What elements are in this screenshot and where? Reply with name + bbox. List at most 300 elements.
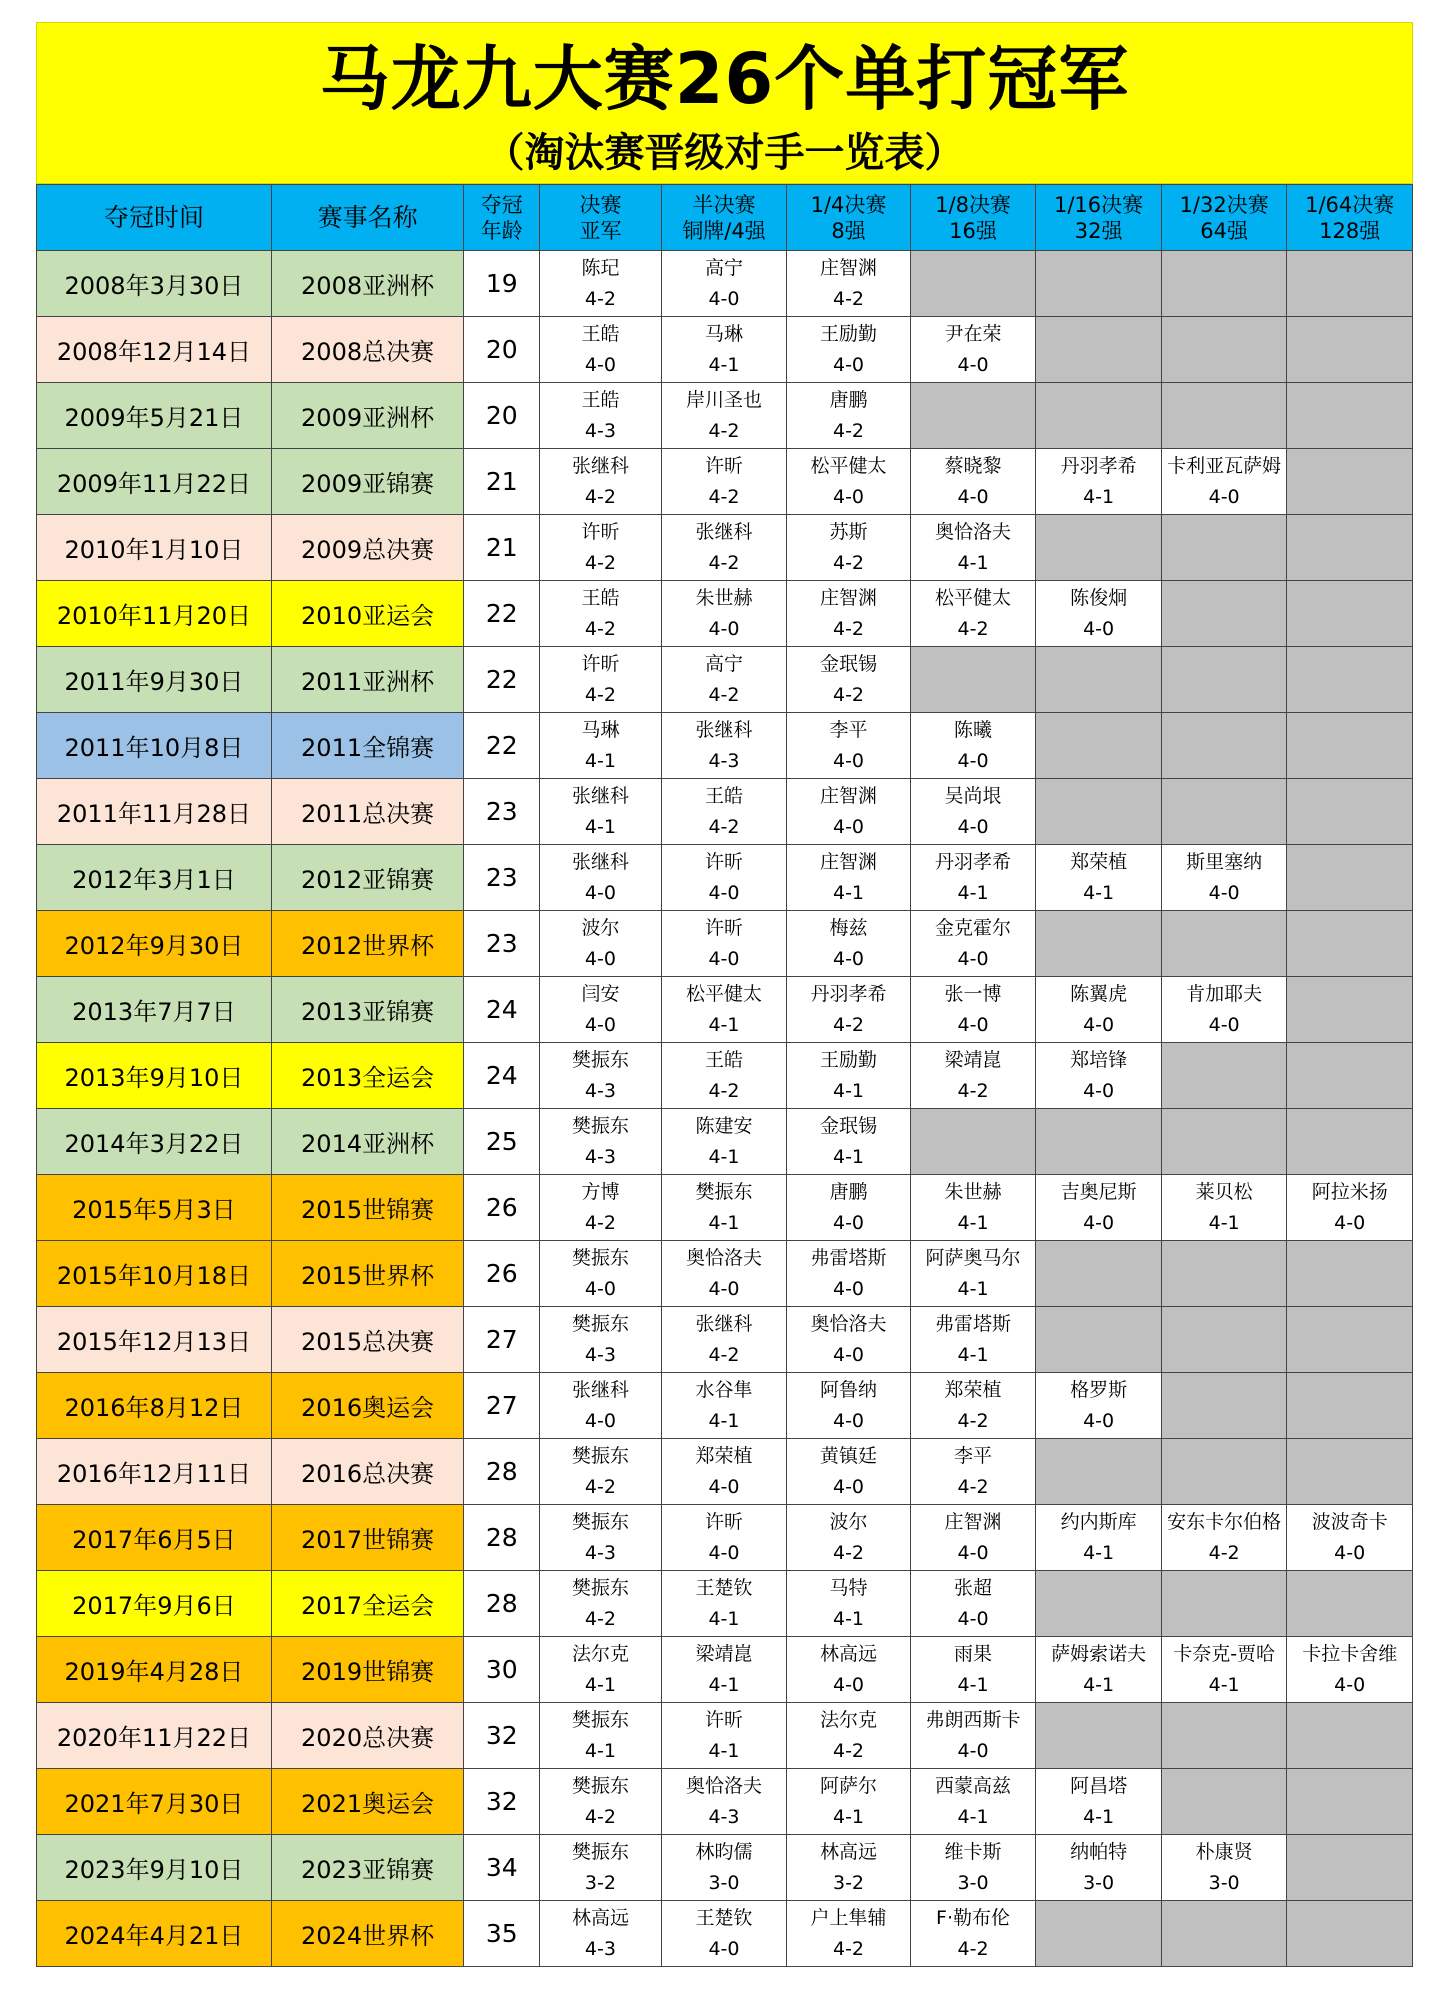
opponent-name: 陈俊炯 [1070,587,1128,609]
event-cell: 2012亚锦赛 [271,845,463,911]
empty-cell [1161,515,1287,581]
opponent-cell [787,1307,911,1373]
opponent-cell [1161,1637,1287,1703]
opponent-name: 樊振东 [571,1775,629,1797]
match-score: 4-2 [584,684,616,706]
match-score: 4-1 [957,882,989,904]
opponent-cell [1287,1505,1413,1571]
match-score: 4-1 [584,750,616,772]
opponent-cell [540,317,662,383]
opponent-cell [910,1307,1036,1373]
date-cell: 2024年4月21日 [37,1901,272,1967]
opponent-cell [540,1769,662,1835]
header-round-name: 1/64决赛 [1305,192,1395,217]
match-score: 3-2 [832,1872,865,1894]
match-score: 4-0 [832,354,865,376]
opponent-name: 奥恰洛夫 [685,1775,762,1797]
match-score: 4-2 [708,816,740,838]
opponent-name: 陈翼虎 [1070,983,1128,1005]
match-score: 4-1 [832,1608,865,1630]
table-row [37,647,1413,713]
opponent-name: 王楚钦 [695,1577,753,1599]
opponent-name: 张继科 [695,719,753,741]
empty-cell [1161,1307,1287,1373]
opponent-cell [540,1373,662,1439]
opponent-name: 松平健太 [935,587,1012,609]
opponent-name: 林高远 [820,1643,878,1665]
match-score: 4-0 [1334,1542,1366,1564]
empty-cell [910,1109,1036,1175]
match-score: 4-2 [584,1806,616,1828]
match-score: 4-0 [708,618,740,640]
age-cell: 24 [464,1043,540,1109]
match-score: 4-0 [1083,1410,1115,1432]
opponent-name: 张继科 [695,521,753,543]
age-cell: 23 [464,911,540,977]
opponent-cell [540,1043,662,1109]
opponent-name: 王励勤 [820,323,878,345]
opponent-name: 唐鹏 [829,1181,868,1203]
opponent-cell [661,1637,787,1703]
opponent-cell [787,647,911,713]
opponent-name: 丹羽孝希 [935,851,1012,873]
table-row [37,977,1413,1043]
opponent-name: 陈玘 [581,257,620,279]
match-score: 4-0 [708,1476,740,1498]
match-score: 4-3 [584,1080,616,1102]
table-row [37,1307,1413,1373]
opponent-cell [910,1175,1036,1241]
match-score: 4-0 [708,882,740,904]
opponent-cell [787,1637,911,1703]
date-cell: 2012年3月1日 [37,845,272,911]
match-score: 4-3 [584,1146,616,1168]
opponent-cell [540,845,662,911]
opponent-name: 弗朗西斯卡 [925,1709,1021,1731]
table-row [37,1637,1413,1703]
opponent-cell [1036,845,1162,911]
opponent-cell [540,1703,662,1769]
table-row [37,1109,1413,1175]
opponent-name: 樊振东 [571,1115,629,1137]
opponent-cell [661,845,787,911]
match-score: 4-0 [957,354,989,376]
opponent-cell [910,845,1036,911]
match-score: 4-0 [957,1542,989,1564]
match-score: 4-0 [708,948,740,970]
match-score: 4-1 [708,1014,740,1036]
opponent-name: 梁靖崑 [944,1049,1002,1071]
date-cell: 2020年11月22日 [37,1703,272,1769]
opponent-cell [787,449,911,515]
match-score: 4-1 [957,1806,989,1828]
opponent-name: 郑荣植 [695,1445,753,1467]
opponent-name: 樊振东 [695,1181,753,1203]
opponent-name: 庄智渊 [820,851,878,873]
match-score: 3-0 [708,1872,740,1894]
opponent-cell [1161,1175,1287,1241]
date-cell: 2012年9月30日 [37,911,272,977]
empty-cell [1287,845,1413,911]
opponent-name: 肯加耶夫 [1186,983,1263,1005]
opponent-cell [540,1241,662,1307]
age-cell: 21 [464,515,540,581]
match-score: 4-1 [832,1080,865,1102]
opponent-name: 梅兹 [829,917,868,939]
match-score: 4-1 [1083,486,1115,508]
opponent-name: 张继科 [571,1379,629,1401]
opponent-cell [910,1637,1036,1703]
opponent-name: 樊振东 [571,1841,629,1863]
opponent-name: 许昕 [581,653,620,675]
empty-cell [1036,647,1162,713]
empty-cell [1287,1307,1413,1373]
match-score: 4-1 [957,552,989,574]
opponent-cell [540,1505,662,1571]
event-cell: 2010亚运会 [271,581,463,647]
opponent-cell [910,515,1036,581]
table-row [37,449,1413,515]
opponent-cell [787,251,911,317]
opponent-name: 庄智渊 [820,587,878,609]
opponent-name: 王皓 [704,785,743,807]
opponent-name: 吴尚垠 [944,785,1002,807]
empty-cell [1036,1439,1162,1505]
date-cell: 2010年11月20日 [37,581,272,647]
match-score: 3-0 [1083,1872,1115,1894]
match-score: 4-2 [708,1080,740,1102]
empty-cell [1287,251,1413,317]
empty-cell [1161,1043,1287,1109]
age-cell: 25 [464,1109,540,1175]
empty-cell [910,383,1036,449]
table-row [37,581,1413,647]
age-cell: 23 [464,779,540,845]
opponent-name: 水谷隼 [695,1379,753,1401]
match-score: 4-0 [957,1740,989,1762]
opponent-name: 张继科 [571,851,629,873]
age-cell: 28 [464,1571,540,1637]
opponent-name: 樊振东 [571,1511,629,1533]
table-row [37,1373,1413,1439]
opponent-cell [661,515,787,581]
match-score: 4-2 [832,420,865,442]
match-score: 4-0 [584,948,616,970]
match-score: 4-1 [1208,1212,1240,1234]
empty-cell [1036,383,1162,449]
table-row [37,1241,1413,1307]
table-row [37,383,1413,449]
opponent-name: 阿萨尔 [820,1775,878,1797]
header-final [540,185,662,251]
date-cell: 2017年9月6日 [37,1571,272,1637]
age-cell: 34 [464,1835,540,1901]
opponent-name: 阿拉米扬 [1311,1181,1388,1203]
match-score: 4-0 [1083,618,1115,640]
match-score: 4-2 [957,1938,989,1960]
opponent-cell [910,779,1036,845]
empty-cell [1287,1769,1413,1835]
opponent-cell [540,449,662,515]
match-score: 4-1 [1083,1542,1115,1564]
match-score: 4-2 [832,684,865,706]
match-score: 4-3 [584,1938,616,1960]
date-cell: 2011年10月8日 [37,713,272,779]
header-round-name: 1/32决赛 [1179,192,1269,217]
page-subtitle: （淘汰赛晋级对手一览表） [484,130,965,176]
opponent-name: 樊振东 [571,1709,629,1731]
match-score: 4-2 [832,552,865,574]
event-cell: 2011全锦赛 [271,713,463,779]
empty-cell [1161,713,1287,779]
opponent-cell [1036,449,1162,515]
opponent-name: 樊振东 [571,1313,629,1335]
match-score: 4-0 [708,1278,740,1300]
opponent-name: 波尔 [829,1511,868,1533]
table-row [37,251,1413,317]
opponent-cell [661,911,787,977]
opponent-cell [910,449,1036,515]
empty-cell [1036,1241,1162,1307]
opponent-cell [540,251,662,317]
match-score: 4-1 [708,1740,740,1762]
opponent-name: 庄智渊 [820,785,878,807]
event-cell: 2011总决赛 [271,779,463,845]
opponent-name: 张超 [954,1577,993,1599]
opponent-name: 黄镇廷 [820,1445,878,1467]
match-score: 3-0 [1208,1872,1240,1894]
opponent-cell [910,1703,1036,1769]
opponent-name: 郑培锋 [1070,1049,1128,1071]
opponent-name: 樊振东 [571,1577,629,1599]
age-cell: 27 [464,1373,540,1439]
match-score: 4-0 [1208,1014,1240,1036]
opponent-name: 高宁 [704,257,743,279]
header-round-name: 1/16决赛 [1054,192,1144,217]
empty-cell [1287,779,1413,845]
opponent-name: 丹羽孝希 [1060,455,1137,477]
opponent-name: F·勒布伦 [936,1907,1011,1929]
table-row [37,1439,1413,1505]
opponent-cell [1161,1505,1287,1571]
opponent-name: 岸川圣也 [685,389,762,411]
match-score: 4-0 [832,816,865,838]
opponent-cell [1036,581,1162,647]
event-cell: 2017世锦赛 [271,1505,463,1571]
table-row [37,515,1413,581]
table-row [37,1901,1413,1967]
opponent-cell [661,1571,787,1637]
match-score: 4-2 [584,1608,616,1630]
empty-cell [1161,1109,1287,1175]
empty-cell [1287,1703,1413,1769]
opponent-cell [661,581,787,647]
date-cell: 2015年10月18日 [37,1241,272,1307]
opponent-cell [1287,1175,1413,1241]
opponent-cell [787,1373,911,1439]
opponent-name: 许昕 [704,455,743,477]
opponent-name: 陈建安 [695,1115,753,1137]
opponent-name: 马琳 [704,323,743,345]
opponent-cell [787,1835,911,1901]
opponent-name: 高宁 [704,653,743,675]
table-row [37,845,1413,911]
opponent-name: 樊振东 [571,1445,629,1467]
date-cell: 2019年4月28日 [37,1637,272,1703]
opponent-name: 林高远 [820,1841,878,1863]
match-score: 4-2 [708,420,740,442]
table-row [37,1571,1413,1637]
match-score: 4-0 [1208,486,1240,508]
empty-cell [1287,1835,1413,1901]
event-cell: 2009亚洲杯 [271,383,463,449]
event-cell: 2008亚洲杯 [271,251,463,317]
empty-cell [1036,317,1162,383]
match-score: 4-0 [957,486,989,508]
match-score: 4-0 [584,354,616,376]
event-cell: 2023亚锦赛 [271,1835,463,1901]
header-round-rank: 16强 [949,218,997,243]
opponent-cell [1161,1835,1287,1901]
opponent-cell [787,1241,911,1307]
match-score: 4-1 [584,1740,616,1762]
age-cell: 24 [464,977,540,1043]
opponent-cell [787,845,911,911]
header-round-rank: 亚军 [579,218,622,243]
opponent-name: 纳帕特 [1070,1841,1128,1863]
match-score: 4-0 [832,1278,865,1300]
opponent-cell [1036,1835,1162,1901]
event-cell: 2020总决赛 [271,1703,463,1769]
empty-cell [1161,1373,1287,1439]
opponent-cell [540,1307,662,1373]
opponent-cell [661,1505,787,1571]
header-round-name: 1/8决赛 [935,192,1011,217]
age-cell: 32 [464,1769,540,1835]
match-score: 4-3 [584,1542,616,1564]
empty-cell [1036,1571,1162,1637]
opponent-cell [540,383,662,449]
match-score: 4-0 [957,750,989,772]
header-round-of-128 [1287,185,1413,251]
match-score: 4-0 [832,1476,865,1498]
opponent-cell [540,647,662,713]
date-cell: 2015年5月3日 [37,1175,272,1241]
match-score: 4-0 [832,948,865,970]
event-cell: 2017全运会 [271,1571,463,1637]
opponent-name: 梁靖崑 [695,1643,753,1665]
table-row [37,1769,1413,1835]
match-score: 4-2 [832,1938,865,1960]
match-score: 4-0 [708,1938,740,1960]
opponent-cell [661,1175,787,1241]
match-score: 4-0 [584,1410,616,1432]
opponent-name: 庄智渊 [944,1511,1002,1533]
opponent-name: 金珉锡 [820,653,878,675]
opponent-cell [1161,449,1287,515]
opponent-name: 许昕 [704,1709,743,1731]
opponent-name: 阿鲁纳 [820,1379,878,1401]
opponent-name: 朴康贤 [1195,1841,1253,1863]
table-row [37,1835,1413,1901]
match-score: 4-0 [832,1410,865,1432]
match-score: 4-0 [832,1344,865,1366]
opponent-cell [787,1439,911,1505]
empty-cell [1287,713,1413,779]
match-score: 4-1 [957,1344,989,1366]
table-row [37,317,1413,383]
match-score: 4-2 [832,288,865,310]
opponent-cell [661,977,787,1043]
empty-cell [1036,251,1162,317]
match-score: 4-1 [708,1674,740,1696]
opponent-name: 安东卡尔伯格 [1167,1511,1282,1533]
event-cell: 2015总决赛 [271,1307,463,1373]
opponent-cell [787,383,911,449]
opponent-cell [540,1175,662,1241]
age-cell: 20 [464,317,540,383]
opponent-cell [661,251,787,317]
empty-cell [1287,1571,1413,1637]
empty-cell [1161,1703,1287,1769]
date-cell: 2016年12月11日 [37,1439,272,1505]
opponent-name: 张一博 [944,983,1002,1005]
match-score: 4-1 [708,1410,740,1432]
empty-cell [1287,647,1413,713]
match-score: 4-2 [584,288,616,310]
title-banner [36,22,1413,184]
opponent-name: 波波奇卡 [1311,1511,1388,1533]
opponent-name: 王皓 [581,587,620,609]
opponent-cell [540,713,662,779]
opponent-cell [661,779,787,845]
empty-cell [1287,1043,1413,1109]
match-score: 4-1 [1083,1674,1115,1696]
match-score: 4-0 [832,1674,865,1696]
event-cell: 2021奥运会 [271,1769,463,1835]
empty-cell [1161,581,1287,647]
empty-cell [1287,317,1413,383]
age-cell: 27 [464,1307,540,1373]
match-score: 4-3 [584,420,616,442]
match-score: 4-0 [1083,1212,1115,1234]
header-date: 夺冠时间 [37,185,272,251]
match-score: 4-0 [1083,1080,1115,1102]
opponent-cell [661,1439,787,1505]
opponent-cell [661,449,787,515]
opponent-cell [661,383,787,449]
date-cell: 2017年6月5日 [37,1505,272,1571]
empty-cell [1161,1571,1287,1637]
opponent-cell [787,1901,911,1967]
match-score: 4-2 [708,684,740,706]
opponent-cell [540,977,662,1043]
opponent-cell [787,1769,911,1835]
opponent-cell [1036,1373,1162,1439]
header-event: 赛事名称 [271,185,463,251]
opponent-name: 樊振东 [571,1247,629,1269]
age-cell: 20 [464,383,540,449]
age-cell: 22 [464,713,540,779]
opponent-cell [540,1901,662,1967]
empty-cell [1036,1109,1162,1175]
opponent-cell [787,1505,911,1571]
opponent-cell [787,1043,911,1109]
match-score: 4-0 [957,816,989,838]
event-cell: 2019世锦赛 [271,1637,463,1703]
empty-cell [910,647,1036,713]
opponent-name: 闫安 [581,983,620,1005]
